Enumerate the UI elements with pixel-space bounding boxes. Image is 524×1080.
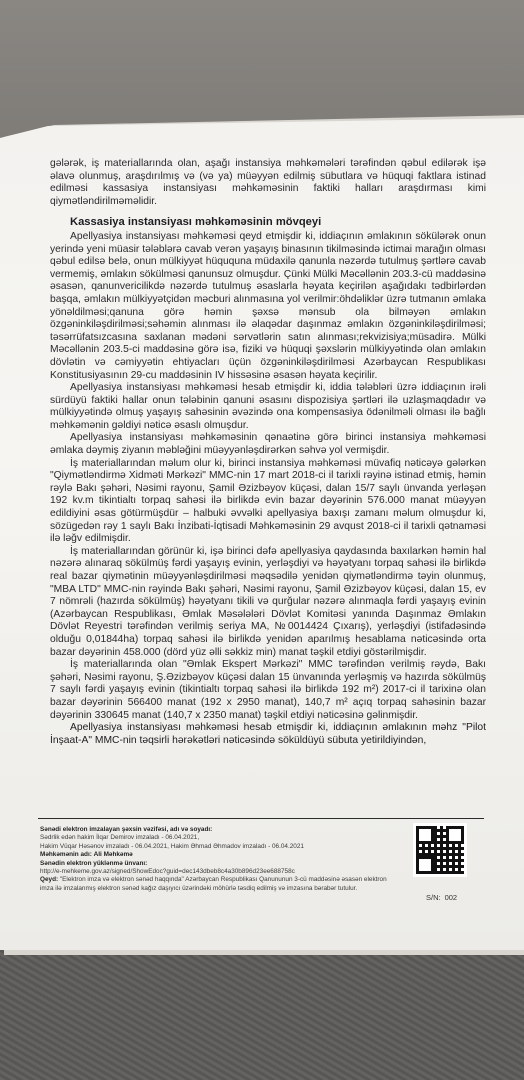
signer-line-1: Sədrlik edən hakim İlqar Demirov imzaladı - 06.04.2021, (40, 834, 200, 842)
note-text: "Elektron imza və elektron sənəd haqqında" Azərbaycan Respublikası Qanununun 3-cü maddəsinə əsasən elektron imza ilə imzalanmış elektron sənəd kağız daşıyıcı üzərindəki möhürlə təsdiq edilmiş və imzasına bərabər tutulur. (40, 876, 387, 892)
signers-label: Sənədi elektron imzalayan şəxsin vəzifəsi, adı və soyadı: (40, 826, 213, 833)
background-carpet (0, 940, 524, 1080)
paragraph-2: Apellyasiya instansiyası məhkəməsi hesab etmişdir ki, iddia tələbləri üzrə iddiaçının irəli sürdüyü faktiki hallar onun tələbinin qanuni əsasını dispozisiya şərtləri ilə uzlaşmaqdadır və mülkiyyətində olmuş yaşayış sahəsinin əvəzində ona kompensasiya ödənilməli olması ilə bağlı məhkəmənin gəldiyi nəticə əsaslı olmuşdur. (50, 382, 486, 431)
qr-code-icon (416, 826, 464, 874)
intro-paragraph: gələrək, iş materiallarında olan, aşağı instansiya məhkəmələri tərəfindən qəbul edilərək işə əlavə olunmuş, araşdırılmış və (və ya) müəyyən edilmiş sübutlara və hüquqi faktlara istinad edilməsi kassasiya instansiyası məhkəməsinin faktiki halları araşdırması kimi qiymətləndirilməməlidir. (50, 158, 486, 207)
note-label: Qeyd: (40, 876, 59, 884)
paragraph-7: Apellyasiya instansiyası məhkəməsi hesab etmişdir ki, iddiaçının əmlakının məhz "Pilot İnşaat-A" MMC-nin təqsirli hərəkətləri nəticəsində söküldüyü sübuta yetirildiyindən, (50, 722, 486, 746)
footer-divider (38, 818, 484, 819)
paragraph-5: İş materiallarından görünür ki, işə birinci dəfə apellyasiya qaydasında baxılarkən həmin hal nəzərə alınaraq sökülmüş fərdi yaşayış evinin, yerləşdiyi və həyətyanı torpaq sahəsi ilə birlikdə real bazar qiymətinin müəyyənləşdirilməsi məqsədilə yenidən qiymətləndirmə təyin olunmuş, "MBA LTD" MMC-nin rəyində Bakı şəhəri, Nəsimi rayonu, Şamil Əzizbəyov küçəsi, dalan 15, ev 7 nömrəli (hazırda sökülmüş) həyətyanı tikili və qurğular nəzərə alınmaqla fərdi yaşayış evinin (Azərbaycan Respublikası, Əmlak Məsələləri Dövlət Komitəsi yanında Daşınmaz Əmlakın Dövlət Reyestri tərəfindən verilmiş seriya MA, №0014424 Çıxarış), yerləşdiyi (istifadəsində olduğu 0,01844ha) torpaq sahəsi ilə birlikdə yenidən aparılmış hesablama nəticəsində orta bazar dəyərinin 458.000 (dörd yüz əlli səkkiz min) manat təşkil etdiyi göstərilmişdir. (50, 545, 486, 658)
document-url: http://e-mehkeme.gov.az/signed/ShowEdoc?guid=dec143dbeb8c4a30b896d23ee688758c (40, 868, 295, 876)
document-body (50, 158, 486, 747)
court-label: Məhkəmənin adı: (40, 851, 92, 859)
paragraph-1: Apellyasiya instansiyası məhkəməsi qeyd etmişdir ki, iddiaçının əmlakının sökülərək onun yerində yeni müasir tələblərə cavab verən yaşayış binasının tikilməsində ictimai marağın olması qəbul edilsə belə, onun mülkiyyət hüququna müdaxilə qanunla nəzərdə tutulmuş şərtlərə cavab vermemiş, əmlakın sökülməsi qanunsuz olmuşdur. Çünki Mülki Məcəllənin 203.3-cü maddəsinə əsasən, qanunvericilikdə nəzərdə tutulmuş əsaslarla həyata keçirilən aşağıdakı tədbirlərdən başqa, əmlakın mülkiyyətçidən məcburi alınmasına yol verilmir:öhdəliklər üzrə tutmanın əmlaka yönəldilməsi;qanuna görə həmin şəxsə mənsub ola bilməyən əmlakın özgəninkiləşdirilməsi;səhəmin alınması ilə əlaqədar daşınmaz əmlakın özgəninkiləşdirilməsi; təsərrüfatsızcasına saxlanan mədəni sərvətlərin satın alınması;rekvizisiya;müsadirə. Mülki Məcəllənin 203.5-ci maddəsinə görə isə, fiziki və hüquqi şəxslərin mülkiyyətində olan əmlakın dövlətin və cəmiyyətin ehtiyacları üçün özgəninkiləşdirilməsi Azərbaycan Respublikası Konstitusiyasının 29-cu maddəsinin IV hissəsinə əsasən həyata keçirilir. (50, 230, 486, 381)
section-heading: Kassasiya instansiyası məhkəməsinin mövqeyi (70, 216, 322, 229)
paragraph-4: İş materiallarından məlum olur ki, birinci instansiya məhkəməsi müvafiq nəticəyə gələrkən "Qiymətləndirmə Xidməti Mərkəzi" MMC-nin 17 mart 2018-ci il tarixli rəyinə istinad etmiş, həmin rəylə Bakı şəhəri, Nəsimi rayonu, Şamil Əzizbəyov küçəsi, dalan 15/7 saylı ünvanda yerləşən 192 kv.m tikintialtı torpaq sahəsi ilə birlikdə evin bazar dəyərinin 576.000 manat müəyyən edildiyini əsas götürmüşdür – halbuki əvvəlki apellyasiya baxışı zamanı məlum olmuşdur ki, sözügedən rəy 1 saylı Bakı İnzibati-İqtisadi Məhkəməsinin 29 avqust 2018-ci il tarixli qətnaməsi ilə ləğv edilmişdir. (50, 457, 486, 545)
paragraph-3: Apellyasiya instansiyası məhkəməsinin qənaətinə görə birinci instansiya məhkəməsi əmlaka dəymiş ziyanın məbləğini müəyyənləşdirərkən səhvə yol vermişdir. (50, 432, 486, 457)
court-name: Ali Məhkəmə (93, 851, 133, 859)
url-label: Sənədin elektron yüklənmə ünvanı: (40, 859, 148, 867)
serial-label: S/N: (426, 893, 441, 902)
serial-value: 002 (444, 893, 458, 902)
signer-line-2: Hakim Vüqar Həsənov imzaladı - 06.04.2021, Hakim Əhmad Əhmadov imzaladı - 06.04.2021 (40, 842, 304, 850)
signature-footer (40, 826, 400, 893)
serial-number (426, 893, 457, 902)
paragraph-6: İş materiallarında olan "Əmlak Ekspert Mərkəzi" MMC tərəfindən verilmiş rəydə, Bakı şəhəri, Nəsimi rayonu, Ş.Əzizbəyov küçəsi dalan 15 ünvanında yerləşmiş və hazırda sökülmüş 7 saylı fərdi yaşayış evinin (tikintialtı torpaq sahəsi ilə birlikdə 192 m²) 2017-ci il tarixinə olan bazar dəyərinin 566400 manat (192 x 2950 manat), 140,7 m² açıq torpaq sahəsinin bazar dəyərinin 330645 manat (140,7 x 2350 manat) təşkil etdiyi nəticəsinə gəlinmişdir. (50, 659, 486, 721)
